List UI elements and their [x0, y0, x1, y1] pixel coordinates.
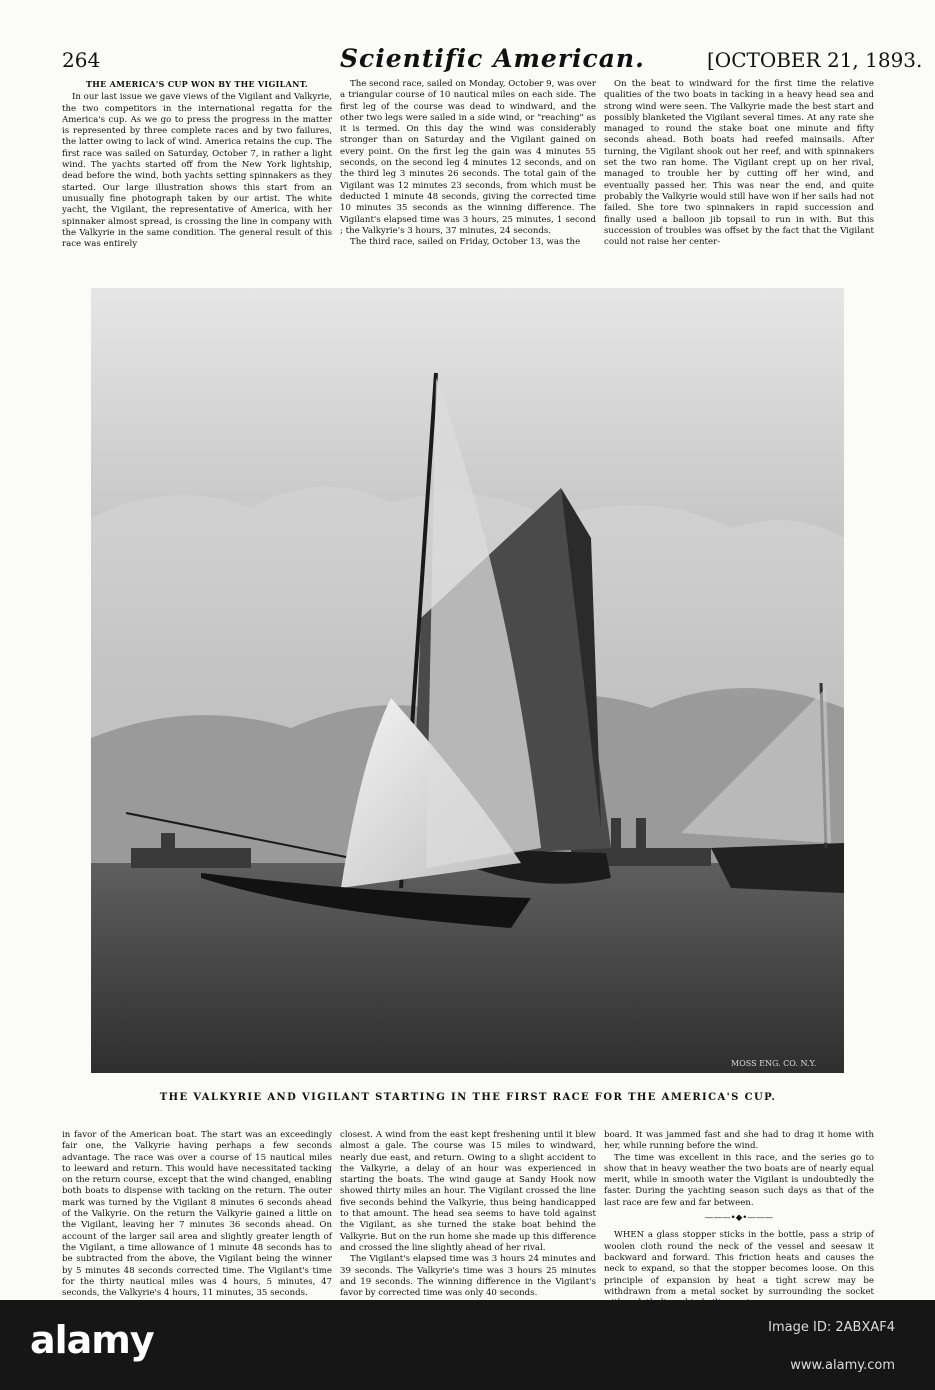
paragraph: board. It was jammed fast and she had to drag it home with her, while running before the wind. [604, 1130, 874, 1152]
column-3 [604, 79, 874, 248]
masthead: Scientific American. [340, 44, 645, 73]
column-3-continued [604, 1130, 874, 1309]
section-divider: ———•◆•——— [704, 1213, 774, 1224]
alamy-logo[interactable]: alamy [30, 1318, 154, 1362]
paragraph: The time was excellent in this race, and the series go to show that in heavy weather the two boats are of nearly equal merit, while in smooth water the Vigilant is undoubtedly the faster. During the yachting season such days as that of the last race are few and far between. [604, 1152, 874, 1208]
photo-caption: THE VALKYRIE AND VIGILANT STARTING IN THE FIRST RACE FOR THE AMERICA'S CUP. [159, 1092, 777, 1103]
page-number: 264 [62, 48, 101, 72]
paragraph: On the beat to windward for the first time the relative qualities of the two boats in tacking in a heavy head sea and strong wind were seen. The Valkyrie made the best start and possibly blanketed the Vigilant several times. At any rate she managed to round the stake boat one minute and fifty seconds ahead. Both boats had reefed mainsails. After turning, the Vigilant shook out her reef, and with spinnakers set the two ran home. The Vigilant crept up on her rival, managed to trouble her by cutting off her wind, and eventually passed her. This was near the end, and quite probably the Valkyrie would still have won if her sails had not failed. She tore two spinnakers in rapid succession and finally used a balloon jib topsail to run in with. But this succession of troubles was offset by the fact that the Vigilant could not raise her center- [604, 79, 874, 248]
sea [91, 863, 844, 1073]
column-2 [340, 79, 596, 248]
paragraph: WHEN a glass stopper sticks in the bottle, pass a strip of woolen cloth round the neck of the vessel and seesaw it backward and forward. This friction heats and causes the neck to expand, so that the stopper becomes loose. On this principle of expansion by heat a tight screw may be withdrawn from a metal socket by surrounding the socket [604, 1230, 874, 1297]
column-1 [62, 79, 332, 250]
engraver-credit: MOSS ENG. CO. N.Y. [731, 1059, 817, 1068]
paragraph: The second race, sailed on Monday, October 9, was over a triangular course of 10 nautical miles on each side. The first leg of the course was dead to windward, and the other two legs were sailed in a side wind, or "reaching" as it is termed. On this day the wind was considerably stronger than on Saturday and the Vigilant gained on every point. On the first leg the gain was 4 minutes 55 seconds, on the second leg 4 minutes 12 seconds, and on the third leg 3 minutes 26 seconds. The total gain of the Vigilant was 12 minutes 23 seconds, from which must be deducted 1 minute 48 seconds, giving the corrected time 10 minutes 35 seconds as the winning difference. The Vigilant's elapsed time was 3 hours, 25 minutes, 1 second ; the Valkyrie's 3 hours, 37 minutes, 24 seconds. [340, 79, 596, 236]
image-id: Image ID: 2ABXAF4 [768, 1320, 895, 1335]
paragraph: closest. A wind from the east kept freshening until it blew almost a gale. The course was 15 miles to windward, nearly due east, and return. Owing to a slight accident to the Valkyrie, a delay of an hour was experienced in starting the boats. The wind gauge at Sandy Hook now showed thirty miles an hour. The Vigilant crossed the line five seconds behind the Valkyrie, thus being handicapped to that amount. The head sea seems to have told against the Vigilant, as she turned the stake boat behind the Valkyrie. But on the run home she made up this difference and crossed the line slightly ahead of her rival. [340, 1130, 596, 1253]
stock-footer [0, 1300, 935, 1390]
yacht-race-photograph [91, 288, 844, 1073]
issue-date: [OCTOBER 21, 1893. [707, 48, 923, 72]
paragraph: The Vigilant's elapsed time was 3 hours 24 minutes and 39 seconds. The Valkyrie's time was 3 hours 25 minutes and 19 seconds. The winning difference in the Vigilant's favor by corrected time was only 40 seconds. [340, 1254, 596, 1299]
paragraph: In our last issue we gave views of the Vigilant and Valkyrie, the two competitors in the international regatta for the America's cup. As we go to press the progress in the matter is represented by three complete races and by two failures, the latter owing to lack of wind. America retains the cup. The first race was sailed on Saturday, October 7, in rather a light wind. The yachts started off from the New York lightship, dead before the wind, both yachts setting spinnakers as they started. Our large illustration shows this start from an unusually fine photograph taken by our artist. The white yacht, the Vigilant, the representative of America, with her spinnaker almost spread, is crossing the line in company with the Valkyrie in the same condition. The general result of this race was entirely [62, 92, 332, 250]
column-2-continued [340, 1130, 596, 1299]
paragraph: in favor of the American boat. The start was an exceedingly fair one, the Valkyrie having perhaps a few seconds advantage. The race was over a course of 15 nautical miles to leeward and return. This would have necessitated tacking on the return course, except that the wind changed, enabling both boats to dispense with tacking on the return. The outer mark was turned by the Vigilant 8 minutes 6 seconds ahead of the Valkyrie. On the return the Valkyrie gained a little on the Vigilant, leaving her 7 minutes 36 seconds ahead. On account of the larger sail area and slightly greater length of the Vigilant, a time allowance of 1 minute 48 seconds has to be subtracted from the above, the Vigilant being the winner by 5 minutes 48 seconds corrected time. The Vigilant's time for the thirty nautical miles was 4 hours, 5 minutes, 47 seconds, the Valkyrie's 4 hours, 11 minutes, 35 seconds. [62, 1130, 332, 1299]
paragraph: The third race, sailed on Friday, October 13, was the [350, 237, 581, 248]
column-1-continued [62, 1130, 332, 1299]
article-title: THE AMERICA'S CUP WON BY THE VIGILANT. [85, 79, 308, 89]
site-url[interactable]: www.alamy.com [790, 1358, 895, 1373]
